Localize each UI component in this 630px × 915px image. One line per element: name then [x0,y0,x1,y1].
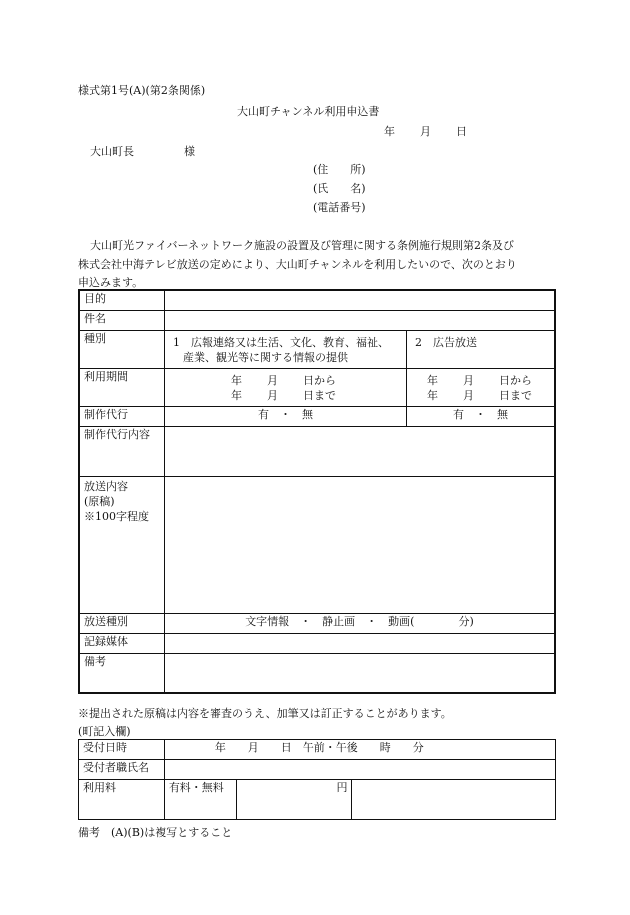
period-2-to-year: 年 [426,388,438,402]
remarks-field[interactable] [164,653,555,693]
addressee-name: 大山町長 [90,145,134,158]
applicant-phone-label: (電話番号) [313,201,366,214]
purpose-label: 目的 [79,290,164,310]
period-1-from-month: 月 [266,373,278,387]
broadcast-type-label: 放送種別 [79,613,164,633]
row-category [79,330,555,368]
applicant-name-label: (氏 名) [313,182,366,195]
fee-extra[interactable] [352,780,556,820]
category-label: 種別 [79,330,164,368]
page-title: 大山町チャンネル利用申込書 [237,105,380,118]
period-1-from-year: 年 [230,373,242,387]
row-broadcast-type [79,613,555,633]
row-remarks [79,653,555,693]
production-details-label: 制作代行内容 [79,426,164,476]
intro-line-2: 株式会社中海テレビ放送の定めにより、大山町チャンネルを利用したいので、次のとおり [78,258,517,271]
category-option-1-line-2: 産業、観光等に関する情報の提供 [182,350,348,364]
content-label [79,476,164,613]
applicant-address-label: (住 所) [313,163,366,176]
footnote: 備考 (A)(B)は複写とすること [78,826,233,839]
category-option-2[interactable]: 2 広告放送 [406,330,555,368]
period-1-to-day: 日まで [302,388,336,402]
period-label: 利用期間 [79,368,164,406]
media-field[interactable] [164,633,555,653]
category-option-1-line-1: 1 広報連絡又は生活、文化、教育、福祉、 [172,335,389,349]
period-2-from-month: 月 [462,373,474,387]
intro-line-3: 申込みます。 [78,276,144,289]
production-choice-2[interactable]: 有 ・ 無 [406,406,555,426]
row-subject [79,310,555,330]
office-table [78,739,556,820]
received-label: 受付日時 [79,740,165,760]
application-table [78,289,556,694]
production-details-field[interactable] [164,426,555,476]
remarks-label: 備考 [79,653,164,693]
fee-amount[interactable] [236,780,352,820]
production-choice-1[interactable]: 有 ・ 無 [164,406,406,426]
fee-unit: 円 [336,781,348,794]
fee-option[interactable]: 有料・無料 [164,780,236,820]
row-production [79,406,555,426]
row-fee [79,780,556,820]
period-2-from-year: 年 [426,373,438,387]
row-content [79,476,555,613]
row-received [79,740,556,760]
staff-field[interactable] [164,760,555,780]
fee-label: 利用料 [79,780,165,820]
period-field-2[interactable] [406,368,555,406]
period-1-to-year: 年 [230,388,242,402]
staff-label: 受付者職氏名 [79,760,165,780]
content-field[interactable] [164,476,555,613]
row-staff [79,760,556,780]
addressee-suffix: 様 [184,145,195,158]
period-2-to-day: 日まで [498,388,532,402]
production-label: 制作代行 [79,406,164,426]
subject-field[interactable] [164,310,555,330]
period-1-from-day: 日から [302,373,336,387]
content-label-line-1: 放送内容 [84,479,128,493]
form-id: 様式第1号(A)(第2条関係) [78,84,206,97]
media-label: 記録媒体 [79,633,164,653]
period-1-to-month: 月 [266,388,278,402]
content-label-line-3: ※100字程度 [84,509,149,523]
period-2-to-month: 月 [462,388,474,402]
broadcast-type-options[interactable]: 文字情報 ・ 静止画 ・ 動画( 分) [164,613,555,633]
intro-line-1: 大山町光ファイバーネットワーク施設の設置及び管理に関する条例施行規則第2条及び [90,239,515,252]
date-year: 年 [384,125,395,138]
subject-label: 件名 [79,310,164,330]
date-day: 日 [456,125,467,138]
purpose-field[interactable] [164,290,555,310]
content-label-line-2: (原稿) [84,494,115,508]
received-value[interactable]: 年 月 日 午前・午後 時 分 [164,740,555,760]
category-option-1[interactable] [164,330,406,368]
period-2-from-day: 日から [498,373,532,387]
row-media [79,633,555,653]
review-notice: ※提出された原稿は内容を審査のうえ、加筆又は訂正することがあります。 [78,707,452,720]
row-production-details [79,426,555,476]
date-month: 月 [420,125,431,138]
period-field-1[interactable] [164,368,406,406]
row-purpose [79,290,555,310]
row-period [79,368,555,406]
office-use-label: (町記入欄) [78,725,131,738]
